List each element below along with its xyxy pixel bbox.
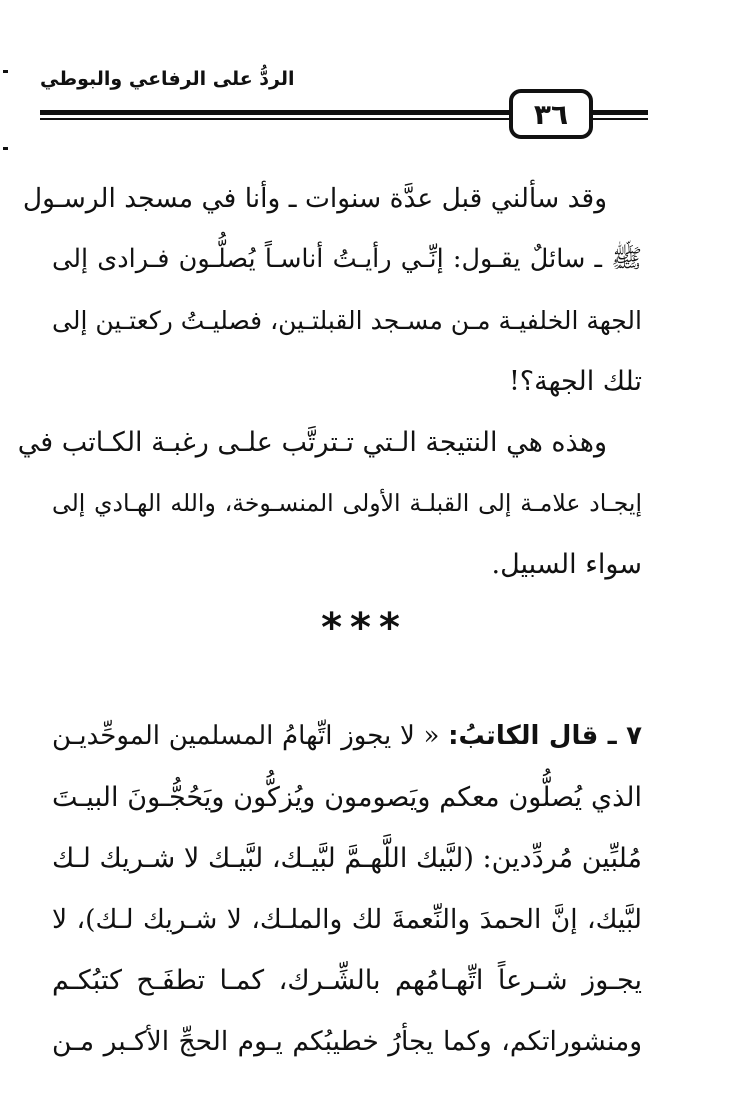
section-separator: *** — [321, 605, 408, 651]
margin-mark — [3, 147, 8, 150]
text-line: ﷺ ـ سائلٌ يقـول: إنِّـي رأيـتُ أناسـاً يُصلُّـون فـرادى إلى — [52, 244, 642, 274]
text-line: وقد سألني قبل عدَّة سنوات ـ وأنا في مسجد الرسـول — [22, 183, 607, 214]
margin-mark — [3, 70, 8, 73]
item-lead: ٧ ـ قال الكاتبُ: — [448, 721, 642, 751]
header-rule-bottom — [40, 118, 510, 120]
text-line: مُلبِّين مُردِّدين: (لبَّيك اللَّهـمَّ لبَّيـك، لبَّيـك لا شـريك لـك — [52, 843, 642, 874]
text-line: الذي يُصلُّون معكم ويَصومون ويُزكُّون ويَحُجُّـونَ البيـتَ — [52, 782, 642, 813]
header-rule-right-bottom — [592, 118, 648, 120]
running-title: الردُّ على الرفاعي والبوطي — [40, 68, 295, 90]
paragraph-3-first — [52, 706, 642, 767]
paragraph-2 — [52, 473, 642, 595]
paragraph-1 — [52, 229, 642, 412]
paragraph-3 — [52, 767, 642, 1072]
paragraph-1-first — [22, 168, 642, 229]
text-line: لبَّيك، إنَّ الحمدَ والنِّعمةَ لك والملـك، لا شـريك لـك)، لا — [52, 904, 642, 935]
text-line: سواء السبيل. — [491, 549, 642, 580]
text-line: ومنشوراتكم، وكما يجأرُ خطيبُكم يـوم الحجِّ الأكـبر مـن — [52, 1026, 642, 1057]
page-number: ٣٦ — [509, 89, 593, 139]
paragraph-2-first — [17, 412, 642, 473]
text-line: تلك الجهة؟! — [508, 366, 642, 397]
text-line: الجهة الخلفيـة مـن مسـجد القبلتـين، فصليـتُ ركعتـين إلى — [52, 306, 642, 335]
header-rule-right-top — [592, 110, 648, 115]
header-rule-top — [40, 110, 510, 115]
text-line: وهذه هي النتيجة الـتي تـترتَّب علـى رغبـة الكـاتب في — [17, 427, 607, 458]
text-line: إيجـاد علامـة إلى القبلـة الأولى المنسـوخة، والله الهـادي إلى — [52, 489, 642, 517]
text-line — [52, 706, 642, 767]
quote-start: « لا يجوز اتِّهامُ المسلمين الموحِّديـن — [52, 721, 440, 751]
text-line: يجـوز شـرعاً اتِّهـامُهم بالشِّـرك، كمـا تطفَـح كتبُكـم — [52, 965, 642, 996]
